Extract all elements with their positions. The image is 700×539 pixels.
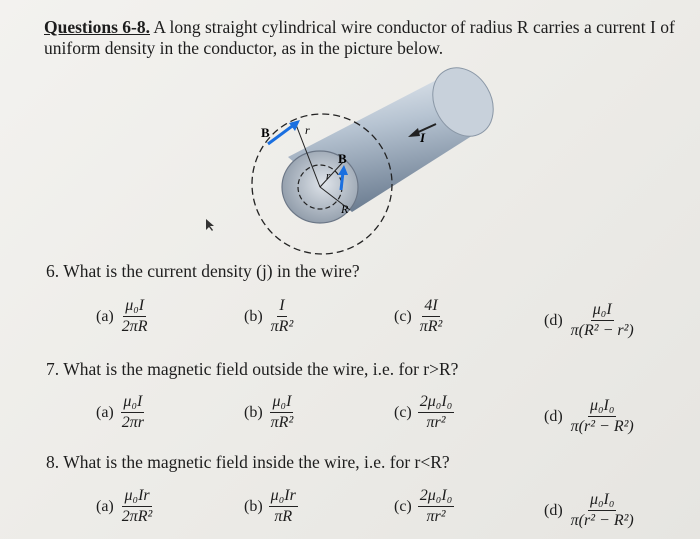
q6-option-a-label: (a) (96, 307, 114, 325)
q6-option-d-label: (d) (544, 311, 563, 329)
label-R: R (341, 202, 349, 216)
q8-option-a[interactable] (96, 487, 154, 526)
q7-option-a-label: (a) (96, 403, 114, 421)
q6-d-num: μ₀I (591, 301, 614, 321)
q8-b-den: πR (274, 508, 293, 525)
q6-option-b-label: (b) (244, 307, 263, 325)
q8-d-den: π(r² − R²) (570, 512, 634, 529)
label-I: I (420, 130, 426, 145)
q7-option-d-label: (d) (544, 407, 563, 425)
q7-a-den: 2πr (121, 414, 145, 431)
q6-a-num: μ₀I (123, 297, 146, 317)
label-b-outer: B (261, 125, 270, 140)
q7-option-b[interactable] (244, 393, 295, 432)
q7-d-num: μ₀I₀ (588, 397, 616, 417)
q6-b-num: I (277, 297, 286, 317)
q8-option-d-label: (d) (544, 501, 563, 519)
q7-option-d[interactable] (544, 397, 636, 436)
q6-d-den: π(R² − r²) (570, 322, 634, 339)
q7-b-num: μ₀I (270, 393, 293, 413)
q8-text: What is the magnetic field inside the wire, i.e. for r<R? (63, 452, 450, 472)
q8-option-a-fraction (120, 487, 155, 526)
q7-c-num: 2μ₀I₀ (418, 393, 454, 413)
q6-c-num: 4I (422, 297, 439, 317)
q7-option-c-fraction (418, 393, 454, 432)
q7-option-c-label: (c) (394, 403, 412, 421)
q7-a-num: μ₀I (121, 393, 144, 413)
q7-prompt (46, 359, 458, 380)
q6-option-a[interactable] (96, 297, 150, 336)
q8-d-num: μ₀I₀ (588, 491, 616, 511)
q8-option-d-fraction (569, 491, 636, 530)
q7-option-a[interactable] (96, 393, 146, 432)
q7-d-den: π(r² − R²) (570, 418, 634, 435)
q7-number: 7. (46, 359, 60, 379)
q8-option-d[interactable] (544, 491, 636, 530)
q6-a-den: 2πR (121, 318, 148, 335)
q8-option-b-fraction (269, 487, 298, 526)
q8-c-den: πr² (426, 508, 446, 525)
q8-option-b-label: (b) (244, 497, 263, 515)
intro-paragraph (44, 17, 684, 59)
q6-option-c-fraction (418, 297, 445, 336)
q7-text: What is the magnetic field outside the wire, i.e. for r>R? (63, 359, 459, 379)
q6-text: What is the current density (j) in the wire? (63, 261, 360, 281)
q6-option-b-fraction (269, 297, 296, 336)
label-r-inner: r (326, 170, 331, 182)
q8-option-c-label: (c) (394, 497, 412, 515)
q6-option-d-fraction (569, 301, 636, 340)
intro-text: A long straight cylindrical wire conductor of radius R carries a current I of uniform density in the conductor, as in the picture below. (44, 17, 675, 58)
q8-option-c[interactable] (394, 487, 454, 526)
q8-a-den: 2πR² (121, 508, 153, 525)
q8-prompt (46, 452, 450, 473)
q8-a-num: μ₀Ir (122, 487, 151, 507)
q8-c-num: 2μ₀I₀ (418, 487, 454, 507)
q6-option-d[interactable] (544, 301, 636, 340)
cursor-arrow-icon (204, 218, 216, 232)
q8-number: 8. (46, 452, 60, 472)
q6-option-c[interactable] (394, 297, 444, 336)
cylinder-wire-figure (240, 62, 500, 262)
label-r-outer: r (305, 123, 310, 137)
q7-option-a-fraction (120, 393, 146, 432)
q7-b-den: πR² (270, 414, 294, 431)
q7-option-d-fraction (569, 397, 636, 436)
q8-option-b[interactable] (244, 487, 298, 526)
questions-heading: Questions 6-8. (44, 17, 150, 37)
q6-c-den: πR² (419, 318, 443, 335)
q7-c-den: πr² (426, 414, 446, 431)
q6-b-den: πR² (270, 318, 294, 335)
q6-prompt (46, 261, 360, 282)
q6-number: 6. (46, 261, 60, 281)
label-b-inner: B (338, 151, 347, 166)
q6-option-b[interactable] (244, 297, 295, 336)
q8-option-a-label: (a) (96, 497, 114, 515)
q7-option-c[interactable] (394, 393, 454, 432)
q8-option-c-fraction (418, 487, 454, 526)
q8-b-num: μ₀Ir (269, 487, 298, 507)
q6-option-a-fraction (120, 297, 150, 336)
q7-option-b-label: (b) (244, 403, 263, 421)
q6-option-c-label: (c) (394, 307, 412, 325)
q7-option-b-fraction (269, 393, 296, 432)
